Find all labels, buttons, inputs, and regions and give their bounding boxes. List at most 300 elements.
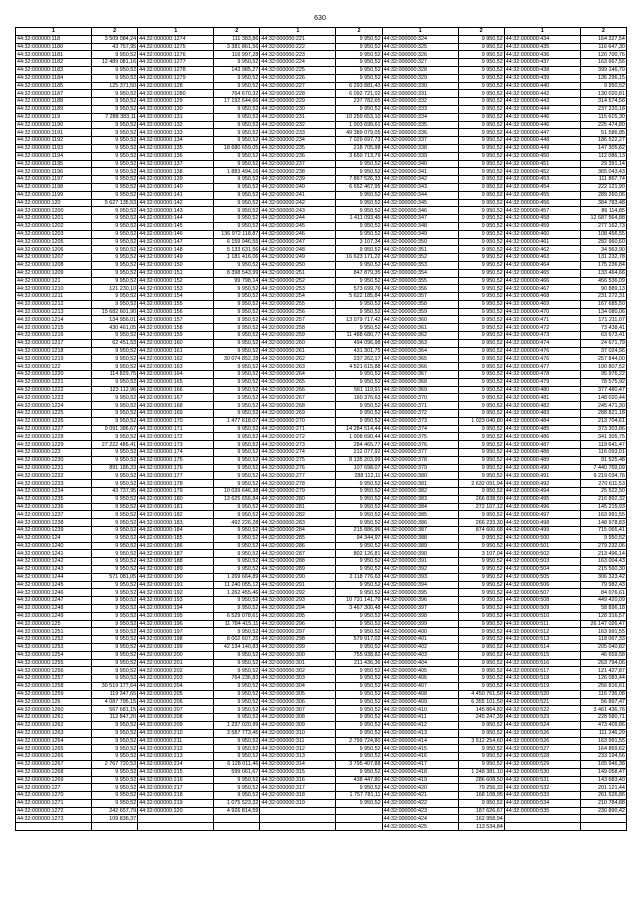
table-row: [16, 636, 627, 644]
cadastral-value-cell: 95 976,22: [580, 371, 626, 379]
cadastral-value-cell: 9 950,52: [214, 191, 260, 199]
cadastral-value-cell: 431 301,75: [336, 347, 382, 355]
cadastral-value-cell: 9 950,52: [336, 308, 382, 316]
cadastral-number-cell: 44:32:000000:151: [138, 269, 214, 277]
cadastral-number-cell: 44:32:000000:272: [260, 433, 336, 441]
cadastral-number-cell: 44:32:000000:473: [504, 332, 580, 340]
cadastral-value-cell: 14 284 514,44: [336, 425, 382, 433]
cadastral-value-cell: 9 950,52: [458, 277, 504, 285]
cadastral-value-cell: 9 950,52: [458, 589, 504, 597]
cadastral-number-cell: 44:32:000000:127: [16, 784, 92, 792]
cadastral-number-cell: 44:32:000000:329: [382, 74, 458, 82]
cadastral-value-cell: 9 950,52: [336, 402, 382, 410]
cadastral-number-cell: 44:32:000000:1262: [16, 721, 92, 729]
cadastral-value-cell: 599 061,67: [214, 768, 260, 776]
cadastral-value-cell: 9 950,52: [92, 643, 138, 651]
cadastral-number-cell: 44:32:000000:1261: [16, 714, 92, 722]
cadastral-number-cell: 44:32:000000:183: [138, 519, 214, 527]
cadastral-number-cell: 44:32:000000:496: [504, 503, 580, 511]
cadastral-value-cell: 147 305,82: [580, 144, 626, 152]
cadastral-value-cell: 9 950,52: [92, 277, 138, 285]
cadastral-number-cell: 44:32:000000:205: [138, 690, 214, 698]
table-row: [16, 339, 627, 347]
table-row: [16, 612, 627, 620]
cadastral-value-cell: 6 529 078,61: [214, 612, 260, 620]
cadastral-value-cell: 3 650 713,79: [336, 152, 382, 160]
cadastral-value-cell: 163 991,55: [580, 628, 626, 636]
cadastral-value-cell: 9 950,52: [336, 799, 382, 807]
cadastral-number-cell: 44:32:000000:207: [138, 706, 214, 714]
table-row: [16, 737, 627, 745]
cadastral-value-cell: 58 896,18: [580, 604, 626, 612]
cadastral-number-cell: 44:32:000000:181: [138, 503, 214, 511]
cadastral-number-cell: 44:32:000000:492: [504, 480, 580, 488]
cadastral-number-cell: 44:32:000000:410: [382, 706, 458, 714]
cadastral-number-cell: 44:32:000000:260: [260, 339, 336, 347]
cadastral-value-cell: 163 667,56: [580, 59, 626, 67]
table-row: [16, 105, 627, 113]
cadastral-value-cell: 121 427,87: [580, 667, 626, 675]
cadastral-number-cell: 44:32:000000:1273: [16, 815, 92, 823]
cadastral-number-cell: 44:32:000000:458: [504, 215, 580, 223]
cadastral-value-cell: 9 950,52: [458, 285, 504, 293]
table-row: [16, 316, 627, 324]
cadastral-number-cell: 44:32:000000:498: [504, 519, 580, 527]
cadastral-value-cell: 306 323,42: [580, 573, 626, 581]
cadastral-value-cell: 9 950,52: [92, 604, 138, 612]
cadastral-value-cell: 9 950,52: [336, 371, 382, 379]
cadastral-value-cell: 438 447,80: [336, 776, 382, 784]
cadastral-value-cell: 9 950,52: [214, 113, 260, 121]
cadastral-value-cell: 114 829,75: [92, 371, 138, 379]
cadastral-number-cell: 44:32:000000:189: [138, 565, 214, 573]
cadastral-number-cell: 44:32:000000:377: [382, 449, 458, 457]
cadastral-value-cell: 9 950,52: [458, 534, 504, 542]
table-row: [16, 137, 627, 145]
header-cell: 1: [382, 28, 458, 36]
cadastral-number-cell: 44:32:000000:359: [382, 308, 458, 316]
cadastral-value-cell: 46 659,58: [580, 651, 626, 659]
cadastral-number-cell: 44:32:000000:526: [504, 729, 580, 737]
cadastral-number-cell: 44:32:000000:467: [504, 285, 580, 293]
cadastral-number-cell: 44:32:000000:281: [260, 503, 336, 511]
cadastral-number-cell: 44:32:000000:411: [382, 714, 458, 722]
cadastral-number-cell: 44:32:000000:1199: [16, 191, 92, 199]
cadastral-number-cell: 44:32:000000:1260: [16, 706, 92, 714]
cadastral-value-cell: 9 950,52: [214, 324, 260, 332]
cadastral-number-cell: 44:32:000000:1249: [16, 612, 92, 620]
cadastral-number-cell: 44:32:000000:352: [382, 254, 458, 262]
cadastral-number-cell: 44:32:000000:243: [260, 207, 336, 215]
cadastral-value-cell: 9 950,52: [214, 105, 260, 113]
cadastral-value-cell: 210 784,88: [580, 799, 626, 807]
cadastral-number-cell: 44:32:000000:394: [382, 581, 458, 589]
table-row: [16, 285, 627, 293]
cadastral-value-cell: 6 128 011,46: [214, 760, 260, 768]
cadastral-value-cell: 9 950,52: [458, 565, 504, 573]
cadastral-number-cell: 44:32:000000:361: [382, 324, 458, 332]
cadastral-value-cell: 279 232,06: [580, 542, 626, 550]
cadastral-number-cell: 44:32:000000:284: [260, 527, 336, 535]
cadastral-number-cell: 44:32:000000:155: [138, 300, 214, 308]
cadastral-value-cell: 9 950,52: [458, 82, 504, 90]
cadastral-value-cell: 30 519 177,64: [92, 682, 138, 690]
cadastral-number-cell: 44:32:000000:421: [382, 792, 458, 800]
cadastral-number-cell: 44:32:000000:386: [382, 519, 458, 527]
cadastral-value-cell: 3 467 300,48: [336, 604, 382, 612]
cadastral-value-cell: 9 950,52: [214, 441, 260, 449]
cadastral-value-cell: 9 950,52: [92, 168, 138, 176]
cadastral-value-cell: 9 950,52: [336, 277, 382, 285]
cadastral-value-cell: 9 950,52: [92, 129, 138, 137]
cadastral-number-cell: 44:32:000000:310: [260, 729, 336, 737]
cadastral-value-cell: 111 867,74: [580, 176, 626, 184]
cadastral-value-cell: 9 950,52: [214, 137, 260, 145]
cadastral-number-cell: 44:32:000000:154: [138, 293, 214, 301]
table-row: [16, 480, 627, 488]
table-row: [16, 784, 627, 792]
cadastral-number-cell: 44:32:000000:240: [260, 183, 336, 191]
cadastral-value-cell: 9 950,52: [458, 456, 504, 464]
cadastral-number-cell: 44:32:000000:191: [138, 581, 214, 589]
cadastral-value-cell: 9 950,52: [214, 82, 260, 90]
table-row: [16, 597, 627, 605]
cadastral-number-cell: 44:32:000000:1184: [16, 74, 92, 82]
cadastral-number-cell: 44:32:000000:373: [382, 417, 458, 425]
cadastral-number-cell: 44:32:000000:148: [138, 246, 214, 254]
cadastral-number-cell: 44:32:000000:1201: [16, 215, 92, 223]
cadastral-value-cell: 9 950,52: [458, 410, 504, 418]
cadastral-value-cell: 121 230,10: [92, 285, 138, 293]
cadastral-value-cell: 9 950,52: [458, 799, 504, 807]
cadastral-number-cell: 44:32:000000:526: [504, 737, 580, 745]
cadastral-value-cell: 126 083,44: [580, 675, 626, 683]
table-row: [16, 620, 627, 628]
cadastral-number-cell: 44:32:000000:302: [260, 667, 336, 675]
cadastral-number-cell: 44:32:000000:349: [382, 230, 458, 238]
table-row: [16, 542, 627, 550]
cadastral-number-cell: 44:32:000000:415: [382, 745, 458, 753]
cadastral-value-cell: 289 260,06: [580, 191, 626, 199]
cadastral-number-cell: 44:32:000000:368: [382, 378, 458, 386]
cadastral-value-cell: 449 420,09: [580, 597, 626, 605]
cadastral-value-cell: 3 795 407,88: [336, 760, 382, 768]
cadastral-number-cell: 44:32:000000:298: [260, 636, 336, 644]
table-row: [16, 729, 627, 737]
cadastral-number-cell: 44:32:000000:128: [138, 82, 214, 90]
cadastral-value-cell: 9 950,52: [214, 222, 260, 230]
table-row: [16, 355, 627, 363]
cadastral-number-cell: 44:32:000000:392: [382, 565, 458, 573]
cadastral-number-cell: 44:32:000000:1224: [16, 402, 92, 410]
cadastral-number-cell: 44:32:000000:380: [382, 472, 458, 480]
cadastral-number-cell: 44:32:000000:365: [382, 355, 458, 363]
cadastral-number-cell: 44:32:000000:1183: [16, 66, 92, 74]
cadastral-value-cell: 63 673,41: [580, 332, 626, 340]
table-row: [16, 417, 627, 425]
cadastral-number-cell: 44:32:000000:1254: [16, 651, 92, 659]
cadastral-number-cell: 44:32:000000:450: [504, 152, 580, 160]
cadastral-number-cell: 44:32:000000:354: [382, 269, 458, 277]
table-row: [16, 168, 627, 176]
cadastral-number-cell: 44:32:000000:406: [382, 675, 458, 683]
cadastral-value-cell: 163 991,55: [580, 511, 626, 519]
cadastral-value-cell: 9 950,52: [458, 472, 504, 480]
table-row: [16, 519, 627, 527]
cadastral-number-cell: 44:32:000000:510: [504, 612, 580, 620]
cadastral-number-cell: 44:32:000000:123: [16, 449, 92, 457]
table-row: [16, 550, 627, 558]
cadastral-value-cell: 9 950,52: [458, 308, 504, 316]
table-row: [16, 207, 627, 215]
cadastral-number-cell: 44:32:000000:516: [504, 659, 580, 667]
cadastral-value-cell: 9 950,52: [458, 332, 504, 340]
cadastral-number-cell: 44:32:000000:336: [382, 129, 458, 137]
cadastral-number-cell: 44:32:000000:266: [260, 386, 336, 394]
cadastral-table-wrapper: [15, 27, 626, 831]
cadastral-number-cell: 44:32:000000:447: [504, 129, 580, 137]
cadastral-number-cell: 44:32:000000:317: [260, 784, 336, 792]
cadastral-value-cell: 9 950,52: [458, 449, 504, 457]
cadastral-value-cell: 9 950,52: [214, 753, 260, 761]
cadastral-value-cell: 9 950,52: [458, 238, 504, 246]
cadastral-number-cell: 44:32:000000:180: [138, 495, 214, 503]
cadastral-value-cell: 118 067,33: [580, 636, 626, 644]
cadastral-number-cell: 44:32:000000:1266: [16, 753, 92, 761]
cadastral-number-cell: 44:32:000000:314: [260, 760, 336, 768]
cadastral-value-cell: 9 950,52: [336, 74, 382, 82]
cadastral-value-cell: 9 950,52: [214, 565, 260, 573]
cadastral-number-cell: 44:32:000000:484: [504, 417, 580, 425]
cadastral-number-cell: 44:32:000000:476: [504, 347, 580, 355]
cadastral-number-cell: 44:32:000000:1279: [138, 74, 214, 82]
cadastral-value-cell: 242 657,79: [92, 807, 138, 815]
cadastral-value-cell: 9 950,52: [336, 261, 382, 269]
cadastral-value-cell: 1 248 381,10: [458, 768, 504, 776]
cadastral-value-cell: 9 950,52: [92, 527, 138, 535]
cadastral-value-cell: 9 950,52: [458, 254, 504, 262]
cadastral-number-cell: 44:32:000000:136: [138, 152, 214, 160]
cadastral-value-cell: 13 625 656,84: [214, 495, 260, 503]
cadastral-number-cell: 44:32:000000:241: [260, 191, 336, 199]
cadastral-value-cell: 4 087 795,15: [92, 698, 138, 706]
cadastral-number-cell: 44:32:000000:522: [504, 706, 580, 714]
cadastral-value-cell: 874 600,68: [458, 527, 504, 535]
cadastral-number-cell: 44:32:000000:491: [504, 472, 580, 480]
cadastral-number-cell: 44:32:000000:1242: [16, 558, 92, 566]
cadastral-value-cell: 9 950,52: [458, 729, 504, 737]
header-cell: 2: [580, 28, 626, 36]
table-row: [16, 464, 627, 472]
cadastral-number-cell: 44:32:000000:238: [260, 168, 336, 176]
cadastral-value-cell: 9 950,52: [92, 799, 138, 807]
cadastral-number-cell: 44:32:000000:262: [260, 355, 336, 363]
cadastral-value-cell: 8 398 543,99: [214, 269, 260, 277]
cadastral-number-cell: 44:32:000000:472: [504, 324, 580, 332]
cadastral-number-cell: 44:32:000000:376: [382, 441, 458, 449]
cadastral-value-cell: 10 259 653,10: [336, 113, 382, 121]
cadastral-value-cell: 9 950,52: [214, 59, 260, 67]
table-row: [16, 425, 627, 433]
cadastral-value-cell: 30 074 852,28: [214, 355, 260, 363]
cadastral-number-cell: 44:32:000000:413: [382, 729, 458, 737]
cadastral-value-cell: 9 950,52: [92, 550, 138, 558]
cadastral-number-cell: 44:32:000000:1191: [16, 129, 92, 137]
cadastral-number-cell: 44:32:000000:1275: [138, 43, 214, 51]
cadastral-value-cell: [336, 807, 382, 815]
cadastral-value-cell: 9 950,52: [336, 246, 382, 254]
cadastral-value-cell: 9 950,52: [92, 144, 138, 152]
cadastral-number-cell: 44:32:000000:342: [382, 176, 458, 184]
cadastral-number-cell: 44:32:000000:187: [138, 550, 214, 558]
cadastral-number-cell: 44:32:000000:220: [138, 807, 214, 815]
cadastral-number-cell: 44:32:000000:369: [382, 386, 458, 394]
cadastral-number-cell: 44:32:000000:474: [504, 339, 580, 347]
cadastral-value-cell: 9 950,52: [336, 682, 382, 690]
cadastral-value-cell: 7 288 383,11: [92, 113, 138, 121]
cadastral-value-cell: 9 950,52: [458, 355, 504, 363]
cadastral-value-cell: 9 950,52: [336, 784, 382, 792]
cadastral-value-cell: 9 950,52: [336, 690, 382, 698]
cadastral-value-cell: 9 950,52: [458, 152, 504, 160]
cadastral-value-cell: 9 950,52: [458, 66, 504, 74]
cadastral-value-cell: 9 950,52: [336, 628, 382, 636]
cadastral-number-cell: 44:32:000000:334: [382, 113, 458, 121]
cadastral-value-cell: 9 950,52: [214, 706, 260, 714]
cadastral-number-cell: 44:32:000000:158: [138, 324, 214, 332]
cadastral-value-cell: 764 236,83: [214, 675, 260, 683]
cadastral-value-cell: 1 075 523,32: [214, 799, 260, 807]
cadastral-number-cell: 44:32:000000:482: [504, 402, 580, 410]
cadastral-number-cell: 44:32:000000:131: [138, 113, 214, 121]
cadastral-number-cell: 44:32:000000:160: [138, 339, 214, 347]
cadastral-number-cell: 44:32:000000:389: [382, 542, 458, 550]
page-number: 630: [314, 15, 326, 22]
cadastral-value-cell: 9 950,52: [458, 386, 504, 394]
cadastral-number-cell: 44:32:000000:370: [382, 394, 458, 402]
cadastral-number-cell: 44:32:000000:295: [260, 612, 336, 620]
cadastral-number-cell: [138, 815, 214, 823]
cadastral-number-cell: 44:32:000000:1239: [16, 527, 92, 535]
cadastral-number-cell: 44:32:000000:256: [260, 308, 336, 316]
cadastral-number-cell: 44:32:000000:340: [382, 160, 458, 168]
cadastral-number-cell: 44:32:000000:423: [382, 807, 458, 815]
cadastral-number-cell: 44:32:000000:515: [504, 651, 580, 659]
cadastral-number-cell: 44:32:000000:351: [382, 246, 458, 254]
cadastral-number-cell: 44:32:000000:381: [382, 480, 458, 488]
cadastral-value-cell: 9 950,52: [92, 558, 138, 566]
cadastral-value-cell: 9 091 386,67: [92, 425, 138, 433]
cadastral-value-cell: 51 586,85: [580, 129, 626, 137]
cadastral-value-cell: 134 956,01: [92, 316, 138, 324]
cadastral-number-cell: 44:32:000000:518: [504, 675, 580, 683]
cadastral-value-cell: 9 950,52: [214, 604, 260, 612]
cadastral-number-cell: 44:32:000000:375: [382, 433, 458, 441]
cadastral-value-cell: 225 474,80: [580, 121, 626, 129]
table-row: [16, 472, 627, 480]
cadastral-value-cell: 5 627 135,53: [92, 199, 138, 207]
cadastral-number-cell: 44:32:000000:417: [382, 760, 458, 768]
cadastral-number-cell: 44:32:000000:511: [504, 620, 580, 628]
cadastral-value-cell: 3 381 861,56: [214, 43, 260, 51]
cadastral-value-cell: 9 950,52: [214, 503, 260, 511]
cadastral-value-cell: 9 950,52: [458, 581, 504, 589]
table-row: [16, 558, 627, 566]
cadastral-number-cell: 44:32:000000:133: [138, 129, 214, 137]
cadastral-value-cell: 9 950,52: [458, 168, 504, 176]
cadastral-value-cell: 9 950,52: [92, 152, 138, 160]
cadastral-value-cell: 237 262,17: [336, 355, 382, 363]
cadastral-value-cell: 91 525,48: [580, 456, 626, 464]
cadastral-number-cell: 44:32:000000:300: [260, 651, 336, 659]
cadastral-number-cell: 44:32:000000:130: [138, 105, 214, 113]
table-row: [16, 768, 627, 776]
cadastral-value-cell: 9 950,52: [214, 792, 260, 800]
cadastral-number-cell: 44:32:000000:313: [260, 753, 336, 761]
table-row: [16, 449, 627, 457]
cadastral-number-cell: 44:32:000000:385: [382, 511, 458, 519]
cadastral-value-cell: 73 438,41: [580, 324, 626, 332]
table-row: [16, 121, 627, 129]
cadastral-value-cell: 561 119,91: [336, 386, 382, 394]
cadastral-number-cell: 44:32:000000:1222: [16, 386, 92, 394]
cadastral-value-cell: 3 509 084,24: [92, 35, 138, 43]
cadastral-value-cell: 9 950,52: [92, 207, 138, 215]
cadastral-number-cell: 44:32:000000:446: [504, 121, 580, 129]
cadastral-value-cell: 162 958,94: [458, 815, 504, 823]
cadastral-value-cell: 9 950,52: [214, 456, 260, 464]
cadastral-number-cell: 44:32:000000:399: [382, 620, 458, 628]
cadastral-number-cell: 44:32:000000:246: [260, 230, 336, 238]
cadastral-value-cell: 164 327,54: [580, 35, 626, 43]
cadastral-value-cell: 263 794,06: [580, 659, 626, 667]
cadastral-number-cell: 44:32:000000:198: [138, 636, 214, 644]
cadastral-value-cell: 215 886,96: [336, 527, 382, 535]
cadastral-number-cell: 44:32:000000:378: [382, 456, 458, 464]
table-row: [16, 332, 627, 340]
cadastral-number-cell: 44:32:000000:1187: [16, 90, 92, 98]
cadastral-number-cell: 44:32:000000:418: [382, 768, 458, 776]
cadastral-value-cell: 9 950,52: [214, 293, 260, 301]
cadastral-number-cell: 44:32:000000:219: [138, 799, 214, 807]
cadastral-value-cell: 9 950,52: [214, 659, 260, 667]
cadastral-value-cell: 9 950,52: [336, 511, 382, 519]
cadastral-value-cell: 9 950,52: [214, 682, 260, 690]
cadastral-value-cell: 9 950,52: [92, 238, 138, 246]
cadastral-value-cell: 9 950,52: [214, 449, 260, 457]
cadastral-number-cell: 44:32:000000:328: [382, 66, 458, 74]
cadastral-number-cell: 44:32:000000:401: [382, 636, 458, 644]
cadastral-number-cell: 44:32:000000:1206: [16, 246, 92, 254]
cadastral-number-cell: 44:32:000000:223: [260, 51, 336, 59]
cadastral-number-cell: [260, 815, 336, 823]
cadastral-number-cell: 44:32:000000:121: [16, 277, 92, 285]
cadastral-value-cell: 9 950,52: [92, 581, 138, 589]
cadastral-number-cell: 44:32:000000:224: [260, 59, 336, 67]
cadastral-value-cell: 9 950,52: [458, 74, 504, 82]
cadastral-number-cell: 44:32:000000:1255: [16, 659, 92, 667]
cadastral-value-cell: 492 226,28: [214, 519, 260, 527]
cadastral-value-cell: 9 950,52: [458, 464, 504, 472]
cadastral-value-cell: 9 950,52: [214, 176, 260, 184]
cadastral-number-cell: 44:32:000000:239: [260, 176, 336, 184]
cadastral-value-cell: 567 681,15: [92, 706, 138, 714]
cadastral-number-cell: 44:32:000000:395: [382, 589, 458, 597]
cadastral-value-cell: 9 950,52: [214, 308, 260, 316]
cadastral-number-cell: 44:32:000000:362: [382, 332, 458, 340]
cadastral-number-cell: 44:32:000000:174: [138, 449, 214, 457]
cadastral-number-cell: 44:32:000000:393: [382, 573, 458, 581]
